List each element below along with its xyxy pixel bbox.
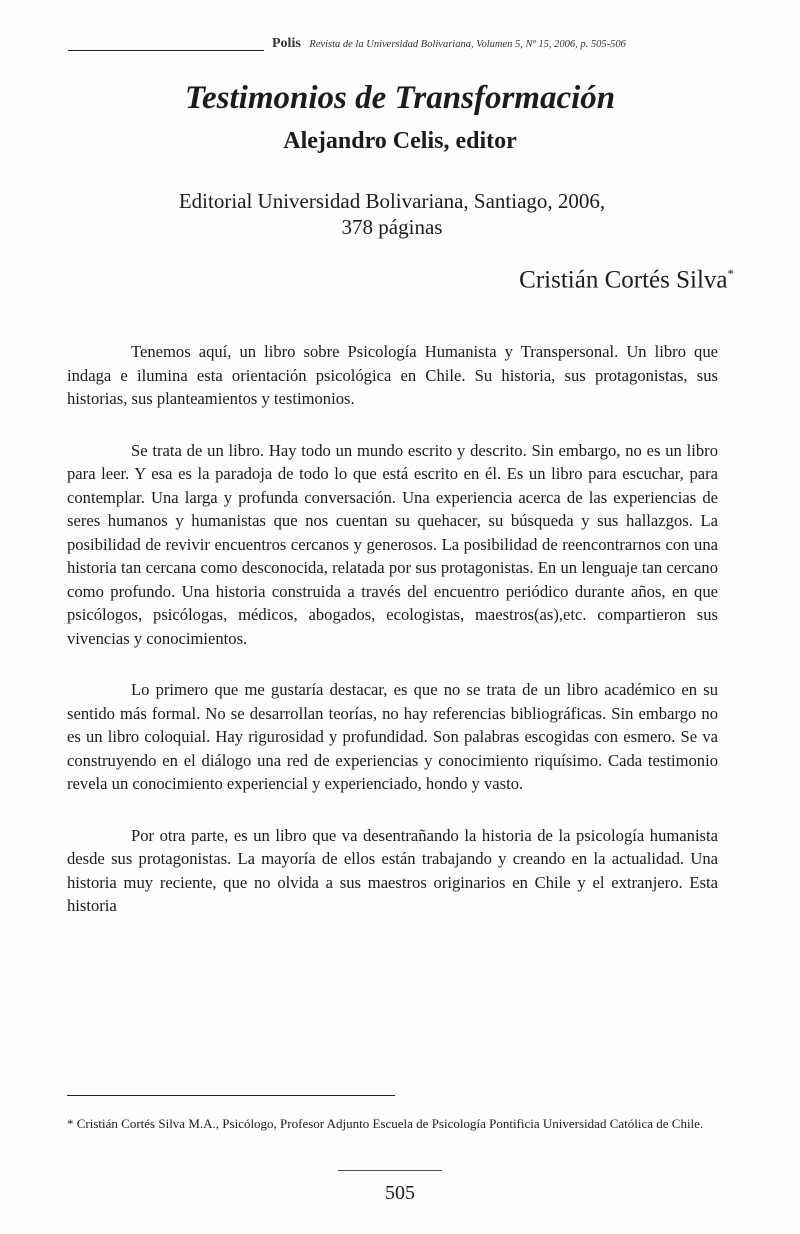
journal-citation: Revista de la Universidad Bolivariana, Volumen 5, Nº 15, 2006, p. 505-506 — [309, 39, 626, 50]
footnote-rule — [67, 1095, 395, 1096]
review-author — [519, 266, 734, 294]
paragraph-3: Lo primero que me gustaría destacar, es que no se trata de un libro académico en su sentido más formal. No se desarrollan teorías, no hay referencias bibliográficas. Sin embargo no es un libro coloquial. Hay rigurosidad y profundidad. Son palabras escogidas con esmero. Se va construyendo en el diálogo una red de experiencias y conocimiento riquísimo. Cada testimonio revela un conocimiento experiencial y experienciado, hondo y vasto. — [67, 680, 718, 793]
publication-line-1: Editorial Universidad Bolivariana, Santiago, 2006, — [178, 189, 606, 213]
paragraph-4: Por otra parte, es un libro que va desentrañando la historia de la psicología humanista desde sus protagonistas. La mayoría de ellos están trabajando y creando en la actualidad. Una historia muy reciente, que no olvida a sus maestros originarios en Chile y el extranjero. Esta historia — [67, 825, 718, 915]
page-number-rule — [338, 1170, 442, 1171]
footnote: * Cristián Cortés Silva M.A., Psicólogo, Profesor Adjunto Escuela de Psicología Pontificia Universidad Católica de Chile. — [67, 1116, 704, 1131]
journal-name: Polis — [272, 36, 301, 51]
paragraph-2: Se trata de un libro. Hay todo un mundo escrito y descrito. Sin embargo, no es un libro para leer. Y esa es la paradoja de todo lo que está escrito en él. Es un libro para escuchar, para contemplar. Una larga y profunda conversación. Una experiencia acerca de las experiencias de seres humanos y humanistas que nos cuentan su quehacer, su búsqueda y sus hallazgos. La posibilidad de revivir encuentros cercanos y generosos. La posibilidad de reencontrarnos con una historia tan cercana como desconocida, relatada por sus protagonistas. En un lenguaje tan cercano como profundo. Una historia construida a través del encuentro periódico durante años, en que psicólogos, psicólogas, médicos, abogados, ecologistas, maestros(as),etc. compartieron sus vivencias y conocimientos. — [67, 440, 718, 648]
book-editor: Alejandro Celis, editor — [283, 128, 517, 154]
paragraph-1: Tenemos aquí, un libro sobre Psicología Humanista y Transpersonal. Un libro que indaga e ilumina esta orientación psicológica en Chile. Su historia, sus protagonistas, sus historias, sus planteamientos y testimonios. — [67, 342, 718, 408]
author-footnote-mark: * — [727, 266, 734, 281]
publication-info — [0, 188, 784, 240]
running-head — [272, 36, 742, 52]
header-rule — [68, 50, 264, 51]
author-name: Cristián Cortés Silva — [519, 266, 728, 294]
review-body — [67, 340, 718, 946]
publication-line-2: 378 páginas — [341, 215, 443, 239]
page-number: 505 — [385, 1182, 415, 1204]
book-title: Testimonios de Transformación — [184, 80, 616, 116]
